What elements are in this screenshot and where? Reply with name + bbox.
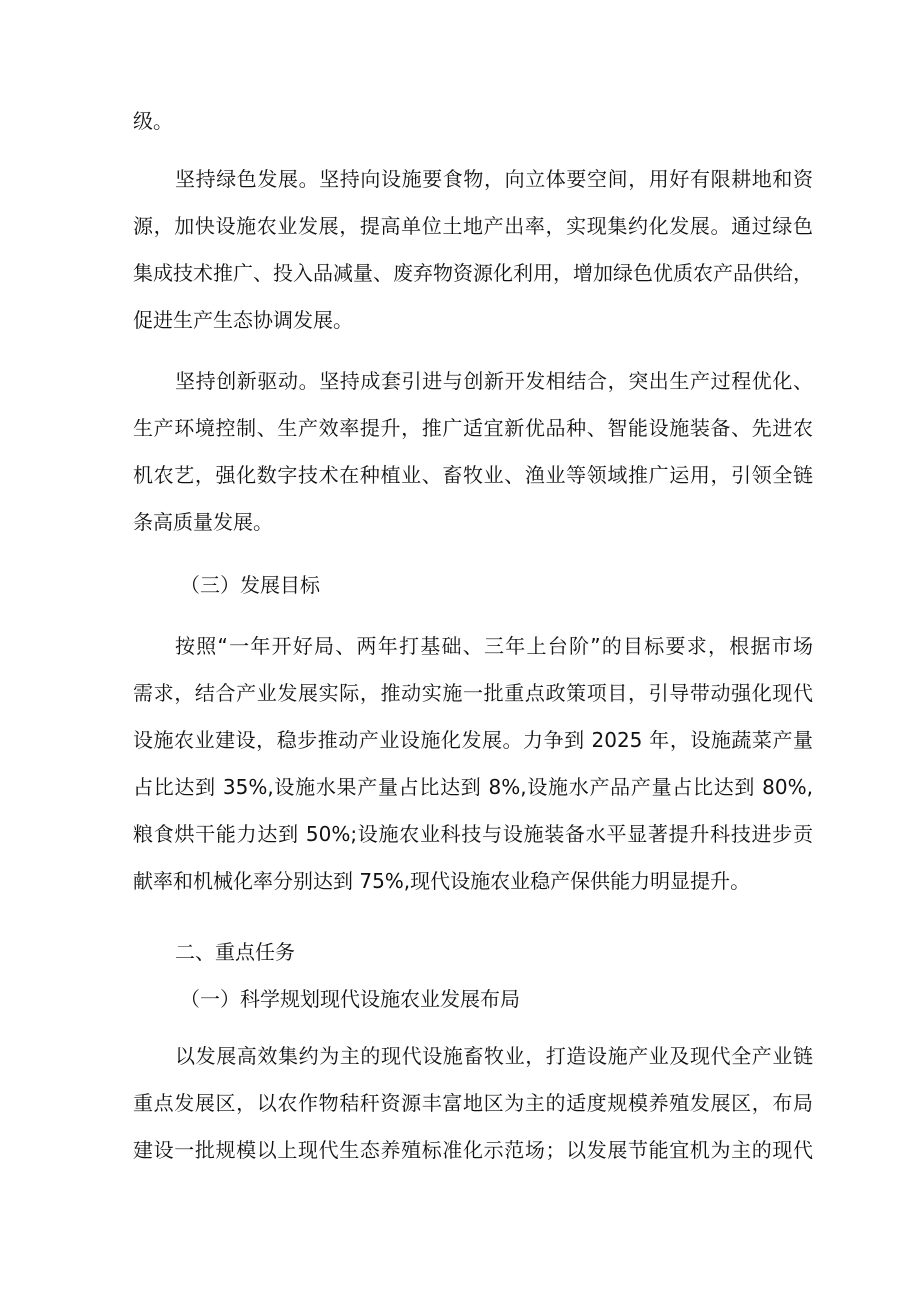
- paragraph-line: 源，加快设施农业发展，提高单位土地产出率，实现集约化发展。通过绿色: [133, 214, 813, 238]
- paragraph-line: 需求，结合产业发展实际，推动实施一批重点政策项目，引导带动强化现代: [133, 681, 813, 705]
- paragraph-line: 集成技术推广、投入品减量、废弃物资源化利用，增加绿色优质农产品供给，: [133, 261, 813, 285]
- paragraph-line: 条高质量发展。: [133, 510, 273, 534]
- paragraph-line: 献率和机械化率分别达到 75%,现代设施农业稳产保供能力明显提升。: [133, 869, 751, 893]
- paragraph-line: 机农艺，强化数字技术在种植业、畜牧业、渔业等领域推广运用，引领全链: [133, 463, 813, 487]
- paragraph-line: 建设一批规模以上现代生态养殖标准化示范场；以发展节能宜机为主的现代: [133, 1138, 813, 1162]
- paragraph-line: 生产环境控制、生产效率提升，推广适宜新优品种、智能设施装备、先进农: [133, 416, 813, 440]
- chapter-heading: 二、重点任务: [175, 940, 295, 964]
- paragraph-line: 坚持创新驱动。坚持成套引进与创新开发相结合，突出生产过程优化、: [175, 369, 813, 393]
- paragraph-line: 设施农业建设，稳步推动产业设施化发展。力争到 2025 年，设施蔬菜产量: [133, 728, 813, 752]
- paragraph-line: 按照“一年开好局、两年打基础、三年上台阶”的目标要求，根据市场: [175, 634, 813, 658]
- paragraph-line: 重点发展区，以农作物秸秆资源丰富地区为主的适度规模养殖发展区，布局: [133, 1091, 813, 1115]
- section-heading: （一）科学规划现代设施农业发展布局: [180, 987, 520, 1011]
- paragraph-line: 坚持绿色发展。坚持向设施要食物，向立体要空间，用好有限耕地和资: [175, 167, 813, 191]
- paragraph-line: 以发展高效集约为主的现代设施畜牧业，打造设施产业及现代全产业链: [175, 1044, 813, 1068]
- paragraph-line: 促进生产生态协调发展。: [133, 308, 353, 332]
- continuation-line: 级。: [133, 109, 173, 133]
- section-heading: （三）发展目标: [180, 573, 320, 597]
- paragraph-line: 粮食烘干能力达到 50%;设施农业科技与设施装备水平显著提升科技进步贡: [133, 822, 813, 846]
- paragraph-line: 占比达到 35%,设施水果产量占比达到 8%,设施水产品产量占比达到 80%,: [133, 775, 813, 799]
